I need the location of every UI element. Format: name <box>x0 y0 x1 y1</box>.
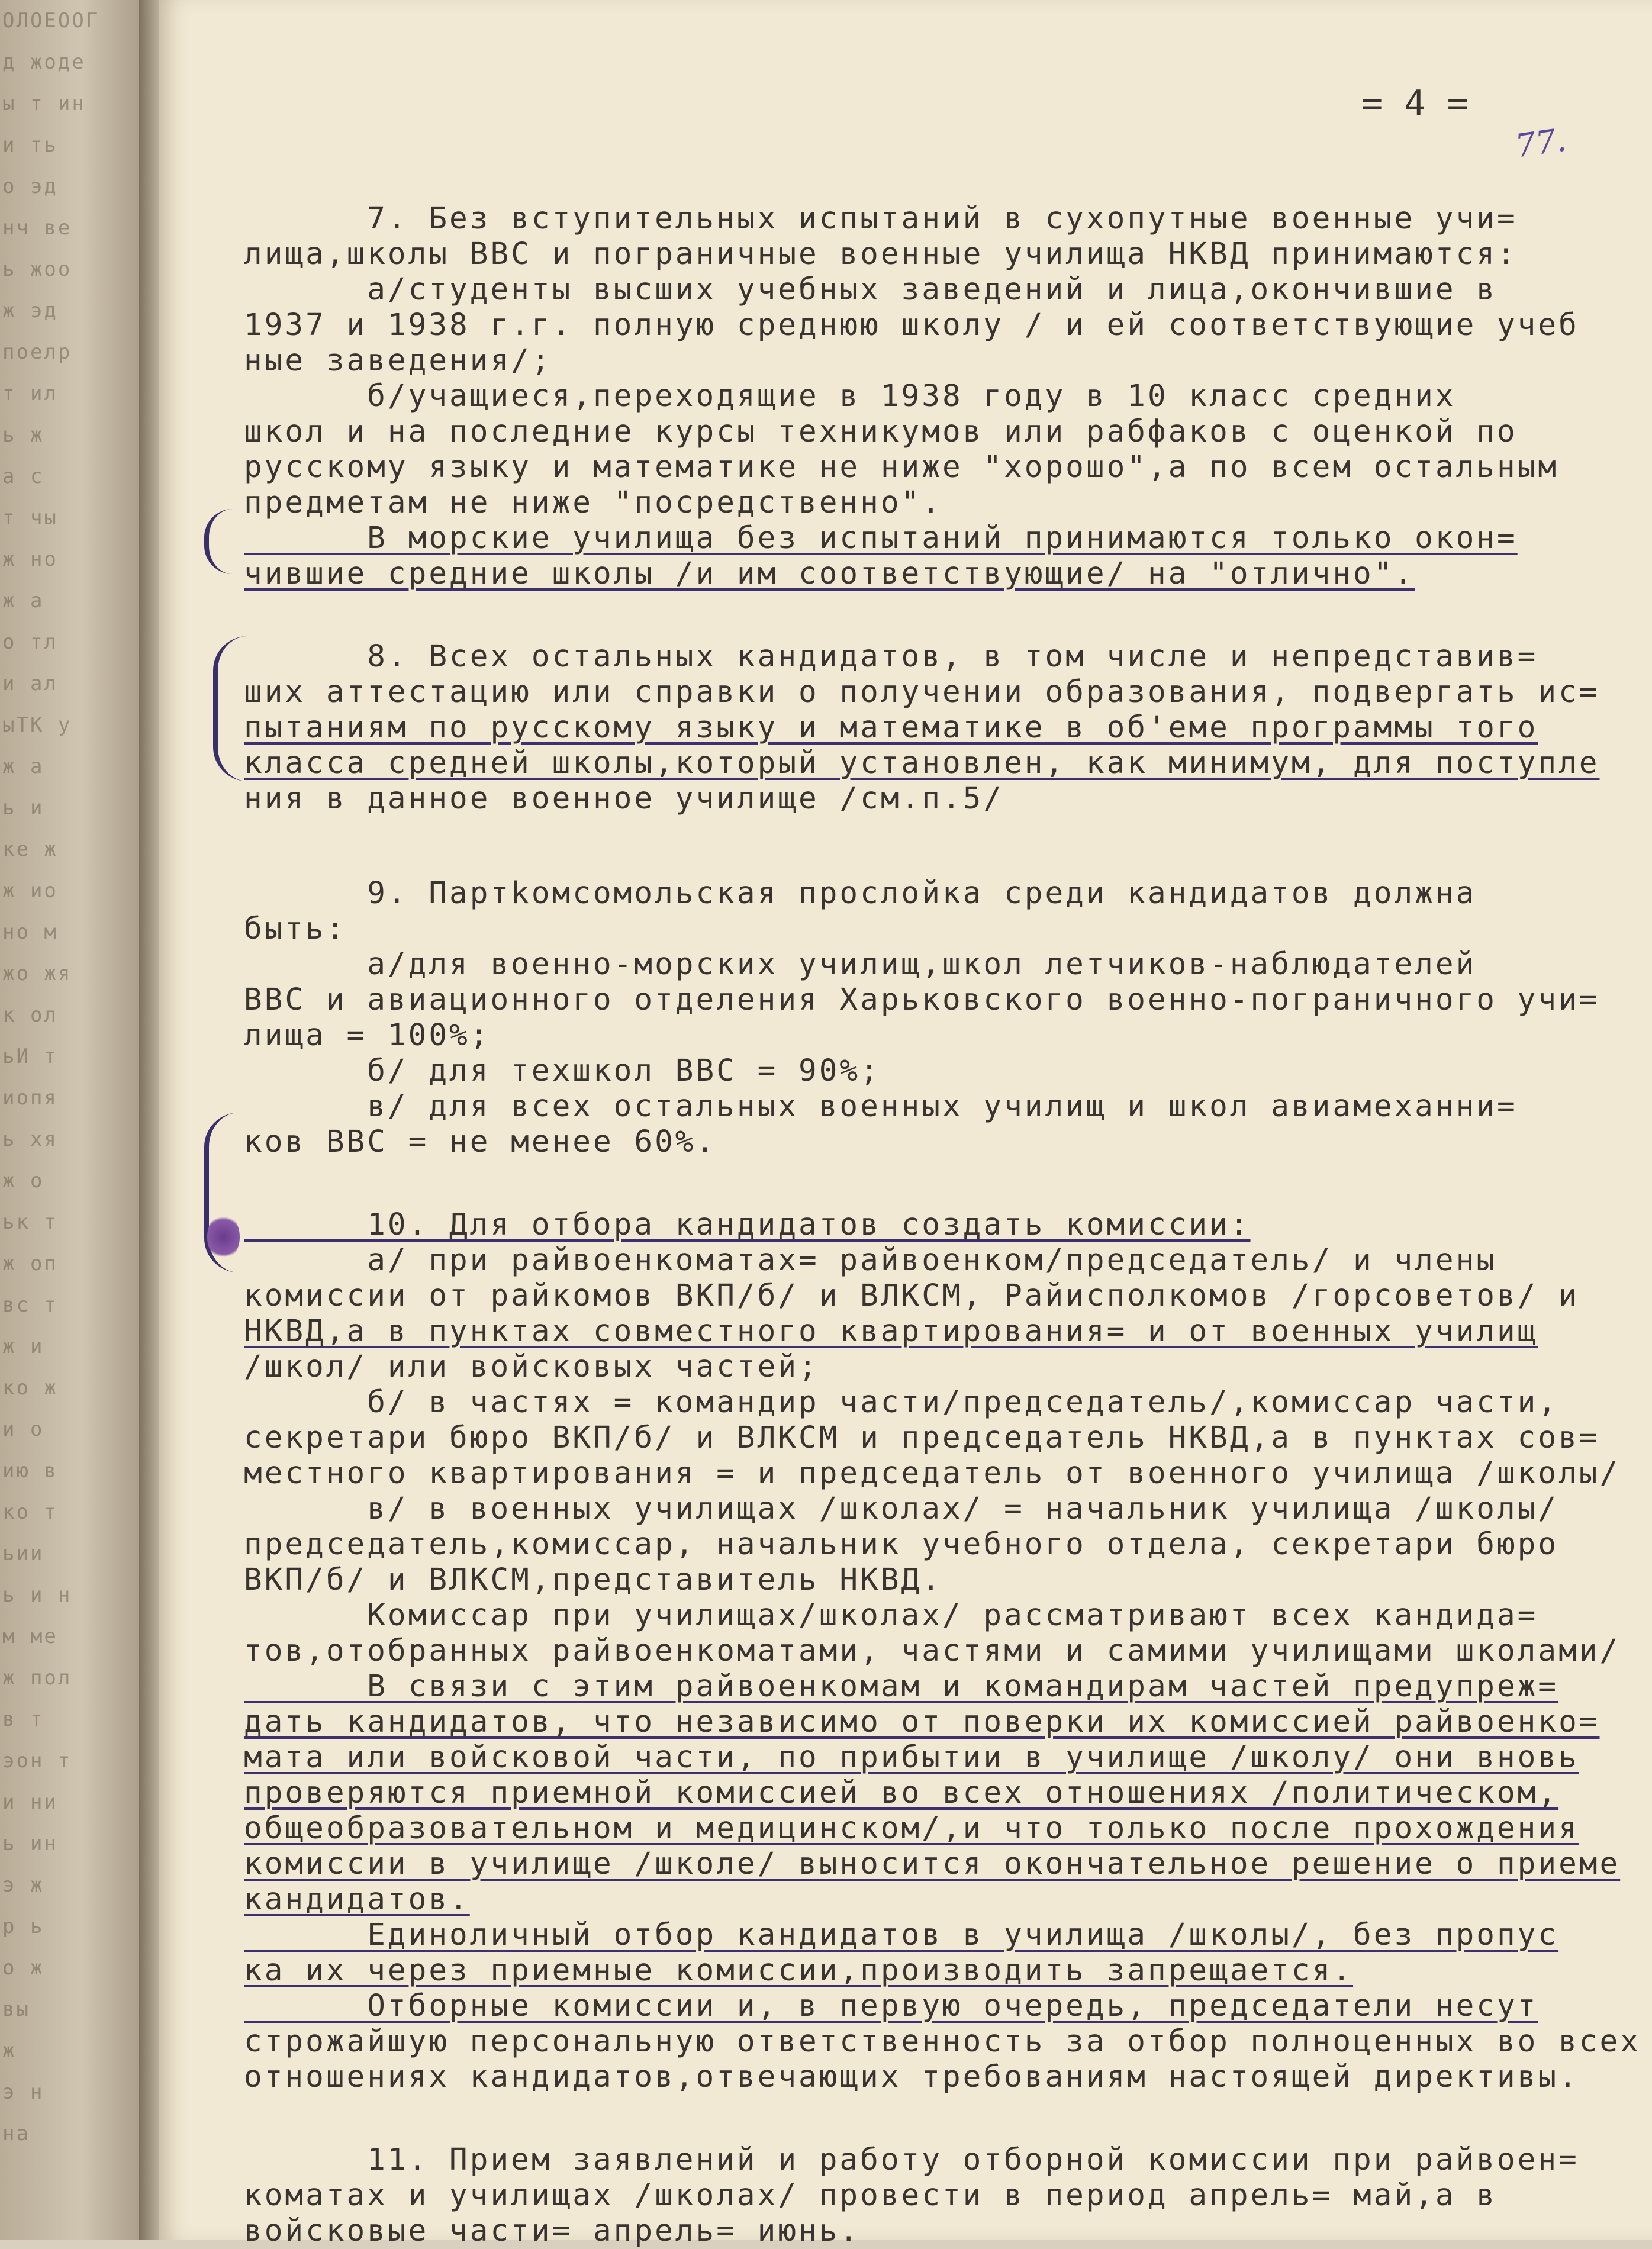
archive-folio-number: 77. <box>1513 121 1569 165</box>
text-line: б/ в частях = командир части/председатель/,комиссар части, <box>244 1385 1559 1420</box>
bleed-line: о эд <box>2 175 58 198</box>
paragraph-8 <box>244 639 1623 817</box>
bleed-line: ыТК у <box>2 713 72 737</box>
text-line: Единоличный отбор кандидатов в училища /школы/, без пропус <box>244 1918 1559 1952</box>
bleed-line: ж и <box>2 1335 44 1358</box>
bleed-line: о тл <box>2 630 58 654</box>
text-line: ные заведения/; <box>244 343 552 378</box>
bleed-line: в т <box>2 1707 44 1731</box>
bleed-line: жо жя <box>2 962 72 985</box>
page-number: = 4 = <box>1361 83 1469 124</box>
text-line: ВВС и авиационного отделения Харьковского военно-пограничного учи= <box>244 982 1600 1017</box>
bleed-line: ию в <box>2 1459 58 1483</box>
bleed-line: ж о <box>2 1169 44 1193</box>
text-line: 8. Всех остальных кандидатов, в том числе и непредставив= <box>244 639 1538 674</box>
text-line: строжайшую персональную ответственность за отбор полноценных во всех <box>244 2024 1641 2059</box>
bleed-line: ьИ т <box>2 1045 58 1068</box>
bleed-line: ь ж <box>2 423 44 447</box>
text-line: чившие средние школы /и им соответствующие/ на "отлично". <box>244 556 1415 591</box>
paragraph-7 <box>244 201 1623 592</box>
text-line: коматах и училищах /школах/ провести в период апрель= май,а в <box>244 2178 1497 2213</box>
text-line: русскому языку и математике не ниже "хорошо",а по всем остальным <box>244 450 1559 485</box>
paragraph-10 <box>244 1207 1641 2095</box>
bleed-line: но м <box>2 920 58 944</box>
text-line: местного квартирования = и председатель от военного училища /школы/ <box>244 1456 1621 1491</box>
bleed-line: ь и н <box>2 1583 72 1607</box>
bleed-line: э ж <box>2 1873 44 1897</box>
text-line: школ и на последние курсы техникумов или рабфаков с оценкой по <box>244 414 1518 449</box>
text-line: мата или войсковой части, по прибытии в училище /школу/ они вновь <box>244 1740 1579 1775</box>
bleed-line: и ть <box>2 133 58 157</box>
bleed-line: ко ж <box>2 1376 58 1400</box>
bleed-line: эон т <box>2 1749 72 1773</box>
bleed-line: т ил <box>2 382 58 405</box>
bleed-line: д жоде <box>2 50 100 74</box>
text-line: отношениях кандидатов,отвечающих требованиям настоящей директивы. <box>244 2060 1579 2095</box>
bleed-line: ь хя <box>2 1127 58 1151</box>
bleed-line: ж оп <box>2 1252 58 1275</box>
bleed-line: вы <box>2 1997 30 2021</box>
text-line: /школ/ или войсковых частей; <box>244 1349 819 1384</box>
bleed-line: ь ин <box>2 1832 58 1855</box>
text-line: ВКП/б/ и ВЛКСМ,представитель НКВД. <box>244 1562 942 1597</box>
text-line: тов,отобранных райвоенкоматами, частями и самими училищами школами/ <box>244 1633 1621 1668</box>
text-line: в/ в военных училищах /школах/ = начальник училища /школы/ <box>244 1491 1559 1526</box>
text-line: В морские училища без испытаний принимаются только окон= <box>244 521 1518 556</box>
bleed-line: ж эд <box>2 299 58 323</box>
text-line: 10. Для отбора кандидатов создать комиссии: <box>244 1207 1251 1242</box>
text-line: а/ при райвоенкоматах= райвоенком/председатель/ и члены <box>244 1243 1497 1278</box>
text-line: в/ для всех остальных военных училищ и школ авиамеханни= <box>244 1089 1518 1124</box>
text-line: б/ для техшкол ВВС = 90%; <box>244 1053 881 1088</box>
left-page-bleed-text <box>2 0 139 2154</box>
text-line: войсковые части= апрель= июнь. <box>244 2213 861 2248</box>
text-line: дать кандидатов, что независимо от поверки их комиссией райвоенко= <box>244 1705 1600 1739</box>
bleed-line: т чы <box>2 506 58 530</box>
bleed-line: э н <box>2 2080 44 2104</box>
text-line: секретари бюро ВКП/б/ и ВЛКСМ и председатель НКВД,а в пунктах сов= <box>244 1420 1600 1455</box>
text-line: пытаниям по русскому языку и математике в об'еме программы того <box>244 710 1538 745</box>
bleed-line: ы т ин <box>2 92 100 115</box>
bleed-line: ж пол <box>2 1666 72 1690</box>
text-line: кандидатов. <box>244 1882 470 1917</box>
text-line: 7. Без вступительных испытаний в сухопутные военные учи= <box>244 201 1518 236</box>
bleed-line: ж но <box>2 547 58 571</box>
text-line: класса средней школы,который установлен, как минимум, для поступле <box>244 746 1600 781</box>
text-line: НКВД,а в пунктах совместного квартирования= и от военных училищ <box>244 1314 1538 1349</box>
text-line: ков ВВС = не менее 60%. <box>244 1124 717 1159</box>
bleed-line: и о <box>2 1417 44 1441</box>
bleed-line: ко т <box>2 1500 58 1524</box>
text-line: а/студенты высших учебных заведений и лица,окончившие в <box>244 272 1497 307</box>
text-line: общеобразовательном и медицинском/,и что только после прохождения <box>244 1811 1579 1846</box>
text-line: ших аттестацию или справки о получении образования, подвергать ис= <box>244 675 1600 710</box>
text-line: а/для военно-морских училищ,школ летчиков-наблюдателей <box>244 947 1477 982</box>
bleed-line: ж а <box>2 755 44 778</box>
text-line: быть: <box>244 911 347 946</box>
bleed-line: ж ио <box>2 879 58 903</box>
bleed-line: о ж <box>2 1956 44 1980</box>
typed-text <box>244 65 1641 2249</box>
bleed-line: вс т <box>2 1293 58 1317</box>
bleed-line: на <box>2 2122 30 2145</box>
text-line: Комиссар при училищах/школах/ рассматривают всех кандида= <box>244 1598 1538 1633</box>
bleed-line: и ни <box>2 1790 58 1814</box>
bleed-line: поелр <box>2 340 72 364</box>
bleed-line: ке ж <box>2 837 58 861</box>
bleed-line: ь жоо <box>2 257 72 281</box>
paragraph-11 <box>244 2142 1623 2249</box>
bleed-line: ж <box>2 2039 17 2063</box>
text-line: В связи с этим райвоенкомам и командирам частей предупреж= <box>244 1669 1559 1704</box>
text-line: проверяются приемной комиссией во всех отношениях /политическом, <box>244 1776 1559 1810</box>
bleed-line: и ал <box>2 672 58 695</box>
bleed-line: р ь <box>2 1915 44 1938</box>
text-line: Отборные комиссии и, в первую очередь, председатели несут <box>244 1989 1538 2024</box>
bleed-line: а с <box>2 465 44 488</box>
bleed-line: м ме <box>2 1625 58 1648</box>
text-line: комиссии в училище /школе/ выносится окончательное решение о приеме <box>244 1847 1621 1881</box>
text-line: председатель,комиссар, начальник учебного отдела, секретари бюро <box>244 1527 1559 1562</box>
bleed-line: ж а <box>2 589 44 613</box>
ink-blot <box>207 1213 240 1261</box>
bleed-line: к ол <box>2 1003 58 1027</box>
text-line: ния в данное военное училище /см.п.5/ <box>244 781 1004 816</box>
bleed-line: ьии <box>2 1542 44 1565</box>
text-line: 1937 и 1938 г.г. полную среднюю школу / и ей соответствующие учеб <box>244 308 1579 343</box>
text-line: лища,школы ВВС и пограничные военные училища НКВД принимаются: <box>244 237 1518 272</box>
bleed-line: ОЛОЕООГ <box>2 9 100 33</box>
bleed-line: нч ве <box>2 216 72 240</box>
left-facing-page <box>0 0 148 2240</box>
bleed-line: ь и <box>2 796 44 820</box>
margin-bracket-para8 <box>213 636 247 781</box>
text-line: ка их через приемные комиссии,производить запрещается. <box>244 1953 1354 1988</box>
text-line: б/учащиеся,переходящие в 1938 году в 10 класс средних <box>244 379 1456 414</box>
bleed-line: иопя <box>2 1086 58 1110</box>
text-line: 9. Партkомсомольская прослойка среди кандидатов должна <box>244 876 1477 911</box>
text-line: лища = 100%; <box>244 1018 491 1053</box>
text-line: 11. Прием заявлений и работу отборной комиссии при райвоен= <box>244 2142 1579 2177</box>
bleed-line: ьк т <box>2 1210 58 1234</box>
text-line: предметам не ниже "посредственно". <box>244 485 942 520</box>
paragraph-9 <box>244 876 1623 1160</box>
text-line: комиссии от райкомов ВКП/б/ и ВЛКСМ, Райисполкомов /горсоветов/ и <box>244 1278 1579 1313</box>
